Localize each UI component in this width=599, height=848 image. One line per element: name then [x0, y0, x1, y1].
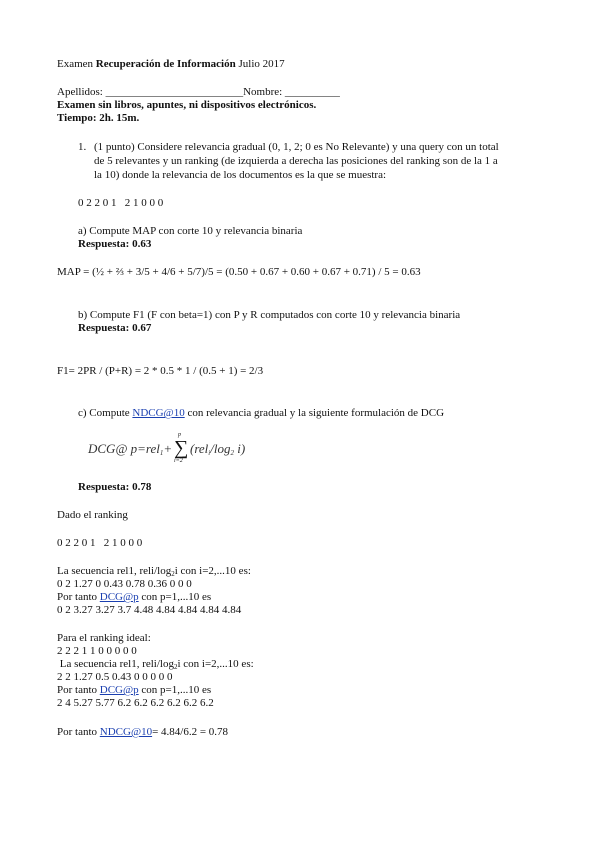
ideal-sequence-label-a: La secuencia rel1, reli/log [57, 658, 174, 670]
question-intro-line-3: la 10) donde la relevancia de los documentos es la que se muestra: [94, 169, 387, 181]
part-c-suffix: con relevancia gradual y la siguiente formulación de DCG [184, 407, 445, 419]
name-fields-line: Apellidos: _________________________Nombre: __________ [57, 86, 340, 98]
dcg-label [57, 591, 211, 604]
por-tanto-text: Por tanto [57, 684, 100, 696]
summation-upper: p [178, 432, 181, 438]
summation-lower: i=2 [174, 458, 183, 464]
final-ndcg-link[interactable]: NDCG@10 [99, 726, 153, 738]
dcg-link[interactable]: DCG@p [99, 591, 139, 603]
exam-date: Julio 2017 [235, 58, 285, 70]
con-p-text: con p=1,...10 es [138, 684, 212, 696]
dcg-values: 0 2 3.27 3.27 3.7 4.48 4.84 4.84 4.84 4.84 [57, 604, 242, 616]
formula-log: /log [210, 441, 231, 456]
f1-formula: F1= 2PR / (P+R) = 2 * 0.5 * 1 / (0.5 + 1) = 2/3 [57, 365, 264, 377]
ideal-dcg-link[interactable]: DCG@p [99, 684, 139, 696]
dcg-formula: DCG@ p=rel$_1$+ ∑ p i=2 ($rel_i/\log_2$ i) [88, 432, 246, 464]
exam-rules: Examen sin libros, apuntes, ni dispositivos electrónicos. [57, 99, 317, 111]
ideal-dcg-values: 2 4 5.27 5.77 6.2 6.2 6.2 6.2 6.2 6.2 [57, 697, 214, 709]
sequence-label-a: La secuencia rel1, reli/log [57, 565, 172, 577]
sequence-label-b: i con i=2,...10 es: [174, 565, 251, 577]
part-a-text: a) Compute MAP con corte 10 y relevancia binaria [78, 225, 303, 237]
exam-title: Recuperación de Información [95, 58, 236, 70]
question-number: 1. [78, 141, 87, 153]
part-c-answer: Respuesta: 0.78 [78, 481, 152, 493]
con-p-text: con p=1,...10 es [138, 591, 212, 603]
part-a-answer: Respuesta: 0.63 [78, 238, 152, 250]
formula-rel: (rel [190, 441, 209, 456]
exam-prefix: Examen [57, 58, 96, 70]
sequence-label: La secuencia rel1, reli/$\log_2i$ con i=2,...10 es: [57, 565, 251, 578]
part-c-prefix: c) Compute [78, 407, 133, 419]
sequence-values: 0 2 1.27 0 0.43 0.78 0.36 0 0 0 [57, 578, 192, 590]
part-b-answer: Respuesta: 0.67 [78, 322, 152, 334]
question-intro-line-1: (1 punto) Considere relevancia gradual (0, 1, 2; 0 es No Relevante) y una query con un total [94, 141, 499, 153]
ideal-ranking: 2 2 2 1 1 0 0 0 0 0 [57, 645, 137, 657]
ndcg10-link[interactable]: NDCG@10 [132, 407, 185, 419]
final-ndcg-line [57, 726, 228, 739]
final-result: = 4.84/6.2 = 0.78 [152, 726, 229, 738]
ideal-ranking-label: Para el ranking ideal: [57, 632, 151, 644]
final-prefix: Por tanto [57, 726, 100, 738]
exam-time: Tiempo: 2h. 15m. [57, 112, 140, 124]
ideal-dcg-label [57, 684, 211, 697]
question-intro-line-2: de 5 relevantes y un ranking (de izquierda a derecha las posiciones del ranking son de la 1 a [94, 155, 498, 167]
part-b-text: b) Compute F1 (F con beta=1) con P y R computados con corte 10 y relevancia binaria [78, 309, 461, 321]
relevance-ranking: 0 2 2 0 1 2 1 0 0 0 [78, 197, 164, 209]
exam-header-line [57, 58, 285, 71]
formula-close: i) [233, 441, 246, 456]
dado-el-ranking: Dado el ranking [57, 509, 128, 521]
ideal-sequence-label: La secuencia rel1, reli/$\log_2i$ con i=2,...10 es: [57, 658, 254, 671]
ideal-sequence-label-b: i con i=2,...10 es: [177, 658, 254, 670]
summation-symbol: ∑ [174, 437, 189, 459]
solution-ranking: 0 2 2 0 1 2 1 0 0 0 [57, 537, 143, 549]
formula-lhs: DCG@ p=rel [88, 441, 160, 456]
part-c-text [78, 407, 444, 420]
ideal-sequence-values: 2 2 1.27 0.5 0.43 0 0 0 0 0 [57, 671, 173, 683]
map-formula: MAP = (½ + ⅔ + 3/5 + 4/6 + 5/7)/5 = (0.50 + 0.67 + 0.60 + 0.67 + 0.71) / 5 = 0.63 [57, 266, 421, 278]
formula-plus: + [163, 441, 173, 456]
por-tanto-text: Por tanto [57, 591, 100, 603]
